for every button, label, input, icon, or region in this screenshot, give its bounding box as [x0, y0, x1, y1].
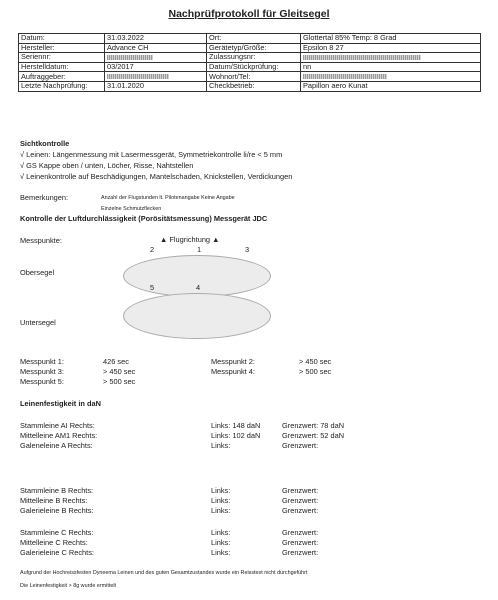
header-table	[18, 33, 481, 92]
value-checkbetrieb: Papillon aero Kunat	[301, 81, 481, 91]
leine-grenzwert: Grenzwert:	[282, 486, 319, 495]
value-letzte-nachpruefung: 31.01.2020	[105, 81, 207, 91]
table-row	[19, 34, 481, 44]
leine-links: Links:	[211, 538, 231, 547]
obersegel-label: Obersegel	[20, 268, 55, 277]
value-stueckpruefung: nn	[301, 62, 481, 72]
leine-name: Mittelleine AM1 Rechts:	[20, 431, 98, 440]
redacted-value	[107, 74, 169, 79]
leine-grenzwert: Grenzwert:	[282, 538, 319, 547]
label-datum: Datum:	[19, 34, 105, 44]
leine-grenzwert: Grenzwert:	[282, 441, 319, 450]
table-row	[19, 72, 481, 82]
flugrichtung-label: ▲ Flugrichtung ▲	[160, 235, 220, 244]
leine-grenzwert: Grenzwert: 78 daN	[282, 421, 345, 430]
label-hersteller: Hersteller:	[19, 43, 105, 53]
luft-heading: Kontrolle der Luftdurchlässigkeit (Porösitätsmessung) Messgerät JDC	[20, 214, 268, 223]
footer-note: Aufgrund der Hochreissfesten Dyneema Leinen und des guten Gesamtzustandes wurde ein Reisstest nicht durchgeführt	[20, 570, 308, 576]
sichtkontrolle-item: √ GS Kappe oben / unten, Löcher, Risse, Nahtstellen	[20, 161, 194, 170]
table-row	[19, 43, 481, 53]
bemerkungen-text: Anzahl der Flugstunden lt. Pilotenangabe Keine Angabe	[101, 195, 235, 201]
leine-name: Mittelleine B Rechts:	[20, 496, 88, 505]
footer-note: Die Leinenfestigkeit > 8g wurde ermittelt	[20, 583, 117, 589]
label-geraetetyp: Gerätetyp/Größe:	[207, 43, 301, 53]
leine-grenzwert: Grenzwert:	[282, 528, 319, 537]
leine-grenzwert: Grenzwert: 52 daN	[282, 431, 345, 440]
value-hersteller: Advance CH	[105, 43, 207, 53]
messpunkt-label: Messpunkt 3:	[20, 367, 64, 376]
table-row	[19, 62, 481, 72]
bemerkungen-label: Bemerkungen:	[20, 193, 69, 202]
label-ort: Ort:	[207, 34, 301, 44]
leine-name: Stammleine C Rechts:	[20, 528, 94, 537]
leine-name: Stammleine B Rechts:	[20, 486, 94, 495]
untersegel-shape	[123, 293, 271, 339]
leine-links: Links:	[211, 506, 231, 515]
redacted-value	[107, 55, 153, 60]
leine-name: Galerieleine C Rechts:	[20, 548, 94, 557]
leine-grenzwert: Grenzwert:	[282, 548, 319, 557]
messpunkt-value: 426 sec	[103, 357, 129, 366]
messpunkt-value: > 500 sec	[103, 377, 136, 386]
messpunkte-label: Messpunkte:	[20, 236, 62, 245]
leinen-heading: Leinenfestigkeit in daN	[20, 399, 101, 408]
messpunkt-value: > 450 sec	[299, 357, 332, 366]
value-herstelldatum: 03/2017	[105, 62, 207, 72]
messpunkt-marker: 1	[197, 245, 202, 254]
value-auftraggeber	[105, 72, 207, 82]
messpunkt-marker: 4	[196, 283, 201, 292]
leine-links: Links: 102 daN	[211, 431, 261, 440]
messpunkt-value: > 450 sec	[103, 367, 136, 376]
label-letzte-nachpruefung: Letzte Nachprüfung:	[19, 81, 105, 91]
value-zulassungsnr	[301, 53, 481, 63]
label-zulassungsnr: Zulassungsnr:	[207, 53, 301, 63]
leine-name: Stammleine AI Rechts:	[20, 421, 95, 430]
sichtkontrolle-heading: Sichtkontrolle	[20, 139, 70, 148]
value-datum: 31.03.2022	[105, 34, 207, 44]
label-herstelldatum: Herstelldatum:	[19, 62, 105, 72]
leine-links: Links:	[211, 548, 231, 557]
sichtkontrolle-item: √ Leinenkontrolle auf Beschädigungen, Mantelschaden, Knickstellen, Verdickungen	[20, 172, 293, 181]
leine-links: Links: 148 daN	[211, 421, 261, 430]
label-stueckpruefung: Datum/Stückprüfung:	[207, 62, 301, 72]
value-seriennr	[105, 53, 207, 63]
redacted-value	[303, 55, 421, 60]
label-checkbetrieb: Checkbetrieb:	[207, 81, 301, 91]
table-row	[19, 53, 481, 63]
label-seriennr: Seriennr:	[19, 53, 105, 63]
sichtkontrolle-item: √ Leinen: Längenmessung mit Lasermessgerät, Symmetriekontrolle li/re < 5 mm	[20, 150, 283, 159]
leine-links: Links:	[211, 441, 231, 450]
page-title: Nachprüfprotokoll für Gleitsegel	[168, 8, 330, 20]
leine-name: Galerieleine B Rechts:	[20, 506, 94, 515]
redacted-value	[303, 74, 387, 79]
messpunkt-marker: 3	[245, 245, 250, 254]
messpunkt-label: Messpunkt 2:	[211, 357, 255, 366]
messpunkt-label: Messpunkt 4:	[211, 367, 255, 376]
messpunkt-marker: 5	[150, 283, 155, 292]
messpunkt-value: > 500 sec	[299, 367, 332, 376]
bemerkungen-text: Einzelne Schmutzflecken	[101, 206, 162, 212]
leine-name: Galeneleine A Rechts:	[20, 441, 93, 450]
label-wohnort: Wohnort/Tel:	[207, 72, 301, 82]
value-wohnort	[301, 72, 481, 82]
leine-links: Links:	[211, 528, 231, 537]
leine-grenzwert: Grenzwert:	[282, 496, 319, 505]
untersegel-label: Untersegel	[20, 318, 56, 327]
table-row	[19, 81, 481, 91]
value-ort: Glottertal 85% Temp: 8 Grad	[301, 34, 481, 44]
label-auftraggeber: Auftraggeber:	[19, 72, 105, 82]
value-geraetetyp: Epsilon 8 27	[301, 43, 481, 53]
leine-links: Links:	[211, 496, 231, 505]
leine-grenzwert: Grenzwert:	[282, 506, 319, 515]
messpunkt-label: Messpunkt 5:	[20, 377, 64, 386]
leine-name: Mittelleine C Rechts:	[20, 538, 88, 547]
messpunkt-label: Messpunkt 1:	[20, 357, 64, 366]
messpunkt-marker: 2	[150, 245, 155, 254]
leine-links: Links:	[211, 486, 231, 495]
